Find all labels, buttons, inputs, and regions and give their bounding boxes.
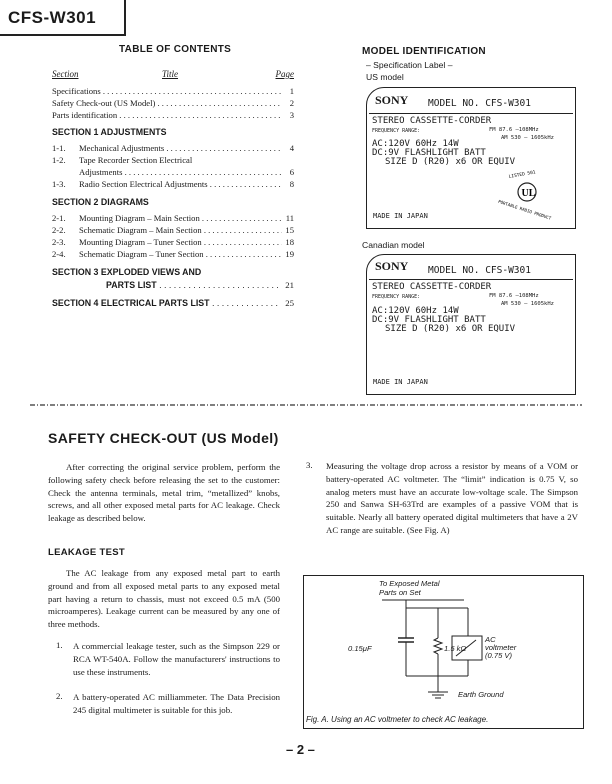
model-number: MODEL NO. CFS-W301 — [428, 265, 531, 276]
fm-range: FM 87.6 –108MHz — [489, 293, 539, 299]
method-1: A commercial leakage tester, such as the Simpson 229 or RCA WT-540A. Follow the manufacturers' instructions to use these instruments. — [73, 641, 280, 677]
model-id-title: MODEL IDENTIFICATION — [362, 46, 486, 57]
fig-top-label-2: Parts on Set — [379, 588, 421, 597]
toc-row[interactable]: 2-4. Schematic Diagram – Tuner Section . . . 19 — [52, 249, 294, 261]
toc-section-4[interactable]: SECTION 4 ELECTRICAL PARTS LIST . . . 25 — [52, 298, 294, 310]
leakage-title: LEAKAGE TEST — [48, 547, 125, 558]
method-3: Measuring the voltage drop across a resistor by means of a VOM or battery-operated AC voltmeter. The “limit” indication is 0.75 V, so analog meters must have an accurate low-voltage scale. The Simpson 250 and Sanwa SH-63Trd are examples of a passive VOM that is suitable. Nearly all battery operated digital multimeters that have a 2V AC range are suitable. (See Fig. A) — [326, 461, 578, 535]
fm-range: FM 87.6 –108MHz — [489, 127, 539, 133]
dc-rating: DC:9V FLASHLIGHT BATT — [372, 148, 486, 158]
toc-col-section: Section — [52, 69, 79, 79]
ac-rating: AC:120V 60Hz 14W — [372, 306, 459, 316]
figure-a — [303, 575, 584, 729]
ca-model-label: Canadian model — [362, 240, 425, 250]
toc-section-1: SECTION 1 ADJUSTMENTS — [52, 127, 167, 137]
dc-rating: DC:9V FLASHLIGHT BATT — [372, 315, 486, 325]
am-range: AM 530 – 1605kHz — [501, 301, 554, 307]
toc-header — [52, 69, 294, 81]
safety-intro: After correcting the original service problem, perform the following safety check before releasing the set to the customer: Check the antenna terminals, metal trim, “metallized” knobs, screws, and all other exposed metal parts for AC leakage. Check leakage as described below. — [48, 462, 280, 524]
meter-label-3: (0.75 V) — [485, 651, 513, 660]
freq-range-label: FREQUENCY RANGE: — [372, 294, 421, 300]
item-number: 3. — [306, 460, 313, 470]
battery-size: SIZE D (R20) x6 OR EQUIV — [385, 324, 516, 334]
freq-range-label: FREQUENCY RANGE: — [372, 128, 421, 134]
ul-mark-icon — [489, 170, 565, 224]
toc-row[interactable]: Parts identification . . . 3 — [52, 110, 294, 122]
meter-label-1: AC — [485, 635, 496, 644]
toc-row[interactable]: 2-1. Mounting Diagram – Main Section . . . 11 — [52, 213, 294, 225]
sony-logo: SONY — [375, 259, 409, 273]
svg-text:PORTABLE RADIO PRODUCT: PORTABLE RADIO PRODUCT — [497, 198, 552, 221]
ac-rating: AC:120V 60Hz 14W — [372, 139, 459, 149]
sony-logo: SONY — [375, 93, 409, 107]
toc-col-page: Page — [275, 69, 294, 79]
svg-text:LISTED 501: LISTED 501 — [508, 170, 537, 180]
toc-col-title: Title — [162, 69, 179, 79]
safety-title: SAFETY CHECK-OUT (US Model) — [48, 430, 279, 446]
toc-row[interactable]: 1-3. Radio Section Electrical Adjustments . . . 8 — [52, 179, 294, 191]
item-number: 2. — [56, 691, 63, 701]
resistor-label: 1.5 kΩ — [444, 644, 467, 653]
toc-row[interactable]: 2-2. Schematic Diagram – Main Section . . . 15 — [52, 225, 294, 237]
fig-top-label-1: To Exposed Metal — [379, 579, 440, 588]
ca-spec-label — [366, 254, 576, 395]
method-2: A battery-operated AC milliammeter. The Data Precision 245 digital multimeter is suitable for this job. — [73, 692, 280, 715]
battery-size: SIZE D (R20) x6 OR EQUIV — [385, 157, 516, 167]
toc-title: TABLE OF CONTENTS — [119, 44, 232, 55]
capacitor-label: 0.15μF — [348, 644, 372, 653]
toc-section-3-line2[interactable]: PARTS LIST . . . 21 — [106, 280, 294, 292]
toc-row[interactable]: 2-3. Mounting Diagram – Tuner Section . . . 18 — [52, 237, 294, 249]
model-tag-text: CFS-W301 — [8, 8, 97, 27]
svg-text:UL: UL — [521, 188, 536, 199]
model-tag — [0, 0, 126, 36]
item-number: 1. — [56, 640, 63, 650]
section-divider — [30, 403, 582, 407]
product-name: STEREO CASSETTE-CORDER — [372, 116, 492, 126]
ground-label: Earth Ground — [458, 690, 504, 699]
us-spec-label — [366, 87, 576, 229]
am-range: AM 530 – 1605kHz — [501, 135, 554, 141]
page-number: – 2 – — [286, 742, 315, 757]
toc-row[interactable]: Adjustments . . . 6 — [52, 167, 294, 179]
toc-row[interactable]: Safety Check-out (US Model) . . . 2 — [52, 98, 294, 110]
us-model-label: US model — [366, 72, 404, 82]
leakage-text: The AC leakage from any exposed metal part to earth ground and from all exposed metal parts to any exposed metal part having a return to chassis, must not exceed 0.5 mA (500 microamperes). Leakage current can be measured by any one of three methods. — [48, 568, 280, 630]
toc-section-3: SECTION 3 EXPLODED VIEWS AND — [52, 267, 202, 277]
toc-row[interactable]: 1-2. Tape Recorder Section Electrical — [52, 155, 193, 165]
toc-row[interactable]: 1-1. Mechanical Adjustments . . . 4 — [52, 143, 294, 155]
toc-section-2: SECTION 2 DIAGRAMS — [52, 197, 149, 207]
made-in-label: MADE IN JAPAN — [373, 212, 428, 220]
toc-row[interactable]: Specifications . . . 1 — [52, 86, 294, 98]
figure-caption: Fig. A. Using an AC voltmeter to check AC leakage. — [306, 715, 489, 724]
product-name: STEREO CASSETTE-CORDER — [372, 282, 492, 292]
model-id-subtitle: – Specification Label – — [366, 60, 453, 70]
model-number: MODEL NO. CFS-W301 — [428, 98, 531, 109]
meter-label-2: voltmeter — [485, 643, 517, 652]
made-in-label: MADE IN JAPAN — [373, 378, 428, 386]
